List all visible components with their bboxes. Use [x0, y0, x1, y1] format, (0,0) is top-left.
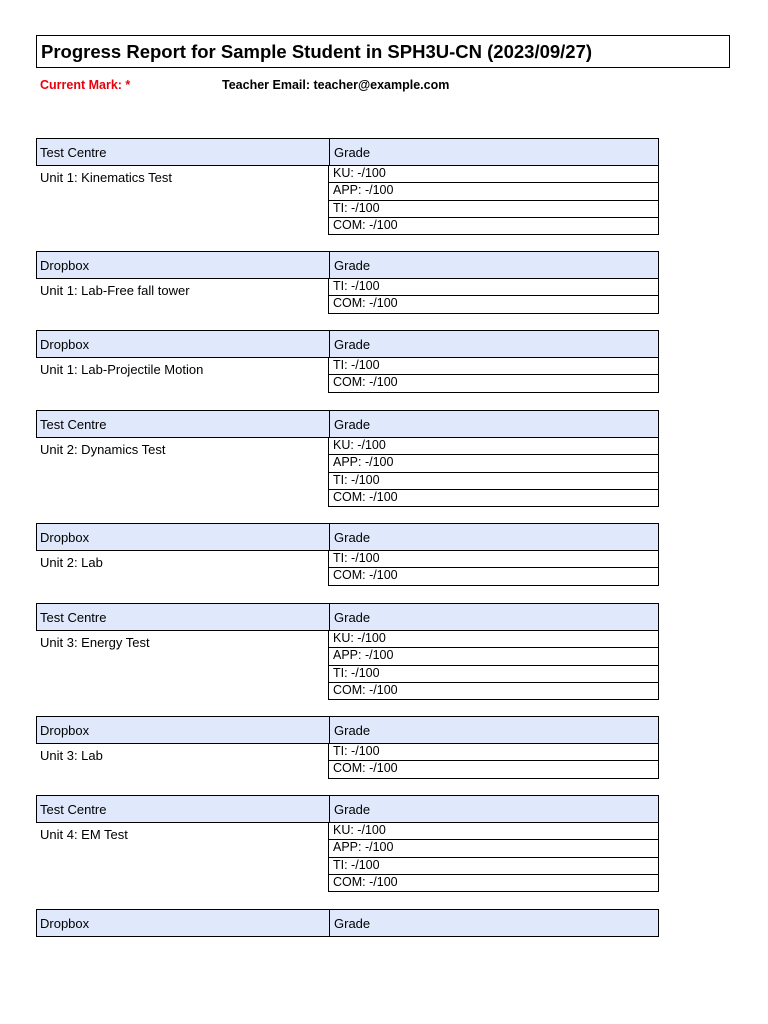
- assessment-type-label: Dropbox: [40, 723, 90, 738]
- assessment-name: Unit 1: Kinematics Test: [40, 170, 172, 185]
- grade-cell: TI: -/100: [328, 279, 659, 296]
- grade-cell: COM: -/100: [328, 761, 659, 778]
- grade-cell: KU: -/100: [328, 823, 659, 840]
- table-header-row: [36, 138, 659, 166]
- grade-cell: TI: -/100: [328, 858, 659, 875]
- grade-list: [328, 823, 659, 892]
- table-header-row: [36, 330, 659, 358]
- assessment-type-label: Dropbox: [40, 916, 90, 931]
- column-divider: [329, 717, 330, 743]
- table-body: [36, 823, 659, 892]
- assessment-type-label: Test Centre: [40, 145, 107, 160]
- grade-list: [328, 438, 659, 507]
- assessment-table: [36, 795, 659, 892]
- column-divider: [329, 796, 330, 822]
- assessment-type-label: Dropbox: [40, 258, 90, 273]
- grade-column-header: Grade: [334, 802, 371, 817]
- grade-list: [328, 744, 659, 779]
- grade-list: [328, 166, 659, 235]
- assessment-name: Unit 3: Lab: [40, 748, 103, 763]
- grade-cell: COM: -/100: [328, 296, 659, 313]
- report-title-box: [36, 35, 730, 68]
- grade-cell: COM: -/100: [328, 568, 659, 585]
- grade-cell: KU: -/100: [328, 166, 659, 183]
- grade-cell: APP: -/100: [328, 648, 659, 665]
- page-title: Progress Report for Sample Student in SPH3U-CN (2023/09/27): [41, 41, 593, 62]
- assessment-type-label: Test Centre: [40, 610, 107, 625]
- assessment-name: Unit 2: Lab: [40, 555, 103, 570]
- grade-cell: TI: -/100: [328, 358, 659, 375]
- table-header-row: [36, 795, 659, 823]
- assessment-table: [36, 909, 659, 937]
- grade-list: [328, 631, 659, 700]
- grade-list: [328, 279, 659, 314]
- column-divider: [329, 139, 330, 165]
- grade-cell: TI: -/100: [328, 551, 659, 568]
- assessment-type-label: Dropbox: [40, 337, 90, 352]
- grade-cell: KU: -/100: [328, 631, 659, 648]
- grade-cell: APP: -/100: [328, 455, 659, 472]
- table-header-row: [36, 716, 659, 744]
- column-divider: [329, 252, 330, 278]
- grade-column-header: Grade: [334, 258, 371, 273]
- table-body: [36, 358, 659, 393]
- column-divider: [329, 524, 330, 550]
- assessment-name: Unit 4: EM Test: [40, 827, 128, 842]
- grade-cell: COM: -/100: [328, 218, 659, 235]
- table-header-row: [36, 523, 659, 551]
- table-body: [36, 166, 659, 235]
- column-divider: [329, 411, 330, 437]
- column-divider: [329, 910, 330, 936]
- grade-cell: COM: -/100: [328, 490, 659, 507]
- assessment-type-label: Test Centre: [40, 417, 107, 432]
- table-body: [36, 279, 659, 314]
- grade-cell: APP: -/100: [328, 183, 659, 200]
- grade-column-header: Grade: [334, 610, 371, 625]
- grade-list: [328, 358, 659, 393]
- grade-cell: TI: -/100: [328, 744, 659, 761]
- grade-cell: COM: -/100: [328, 683, 659, 700]
- assessment-table: [36, 410, 659, 507]
- grade-cell: TI: -/100: [328, 666, 659, 683]
- grade-cell: APP: -/100: [328, 840, 659, 857]
- assessment-table: [36, 330, 659, 393]
- assessment-name: Unit 1: Lab-Projectile Motion: [40, 362, 204, 377]
- column-divider: [329, 604, 330, 630]
- table-header-row: [36, 603, 659, 631]
- table-body: [36, 438, 659, 507]
- table-body: [36, 631, 659, 700]
- assessment-table: [36, 138, 659, 235]
- grade-column-header: Grade: [334, 145, 371, 160]
- assessment-type-label: Dropbox: [40, 530, 90, 545]
- grade-cell: KU: -/100: [328, 438, 659, 455]
- grade-column-header: Grade: [334, 337, 371, 352]
- grade-cell: TI: -/100: [328, 473, 659, 490]
- assessment-table: [36, 523, 659, 586]
- grade-cell: COM: -/100: [328, 875, 659, 892]
- column-divider: [329, 331, 330, 357]
- grade-cell: COM: -/100: [328, 375, 659, 392]
- grade-column-header: Grade: [334, 530, 371, 545]
- assessment-table: [36, 603, 659, 700]
- table-header-row: [36, 410, 659, 438]
- grade-cell: TI: -/100: [328, 201, 659, 218]
- grade-column-header: Grade: [334, 916, 371, 931]
- grade-column-header: Grade: [334, 723, 371, 738]
- table-header-row: [36, 251, 659, 279]
- current-mark-label: Current Mark: *: [40, 78, 131, 92]
- assessment-table: [36, 716, 659, 779]
- table-body: [36, 551, 659, 586]
- assessment-name: Unit 1: Lab-Free fall tower: [40, 283, 190, 298]
- assessment-type-label: Test Centre: [40, 802, 107, 817]
- grade-list: [328, 551, 659, 586]
- assessment-table: [36, 251, 659, 314]
- assessment-name: Unit 3: Energy Test: [40, 635, 150, 650]
- table-header-row: [36, 909, 659, 937]
- teacher-email: Teacher Email: teacher@example.com: [222, 78, 450, 92]
- assessment-name: Unit 2: Dynamics Test: [40, 442, 166, 457]
- table-body: [36, 744, 659, 779]
- grade-column-header: Grade: [334, 417, 371, 432]
